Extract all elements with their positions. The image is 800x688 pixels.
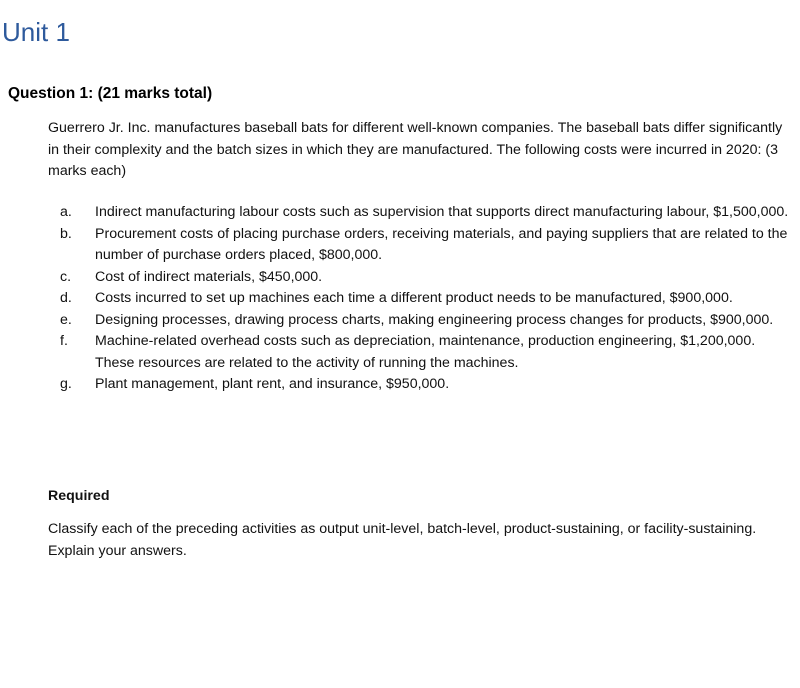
list-item-marker: a. (60, 204, 72, 220)
list-item (60, 288, 796, 310)
list-item (60, 374, 796, 396)
list-item-text: Indirect manufacturing labour costs such as supervision that supports direct manufacturing labour, $1,500,000. (95, 204, 789, 220)
list-item (60, 310, 796, 332)
list-item-text: Designing processes, drawing process charts, making engineering process changes for products, $900,000. (95, 311, 774, 328)
question-intro: Guerrero Jr. Inc. manufactures baseball bats for different well-known companies. The baseball bats differ significantly in their complexity and the batch sizes in which they are manufactured. The following costs were incurred in 2020: (3 marks each) (48, 120, 783, 179)
required-text: Classify each of the preceding activities as output unit-level, batch-level, product-sustaining, or facility-sustaining. Explain your answers. (48, 521, 757, 559)
list-item-text: Costs incurred to set up machines each time a different product needs to be manufactured, $900,000. (95, 290, 733, 306)
list-item-marker: f. (60, 333, 68, 349)
list-item (60, 224, 796, 267)
required-heading: Required (48, 488, 110, 504)
list-item (60, 267, 796, 289)
list-item (60, 331, 796, 374)
list-item-marker: b. (60, 225, 72, 242)
list-item-marker: e. (60, 311, 72, 328)
question-heading: Question 1: (21 marks total) (8, 85, 213, 102)
list-item-marker: g. (60, 376, 72, 392)
list-item-text: Procurement costs of placing purchase orders, receiving materials, and paying suppliers that are related to the number of purchase orders placed, $800,000. (95, 225, 788, 263)
list-item-text: Cost of indirect materials, $450,000. (95, 268, 323, 285)
list-item-marker: c. (60, 268, 72, 285)
list-item-text: Plant management, plant rent, and insurance, $950,000. (95, 376, 450, 392)
list-item-marker: d. (60, 290, 72, 306)
unit-title: Unit 1 (2, 17, 70, 47)
cost-items-list (60, 202, 796, 396)
list-item (60, 202, 796, 224)
list-item-text: Machine-related overhead costs such as depreciation, maintenance, production engineering, $1,200,000. These resources are related to the activity of running the machines. (95, 333, 756, 371)
